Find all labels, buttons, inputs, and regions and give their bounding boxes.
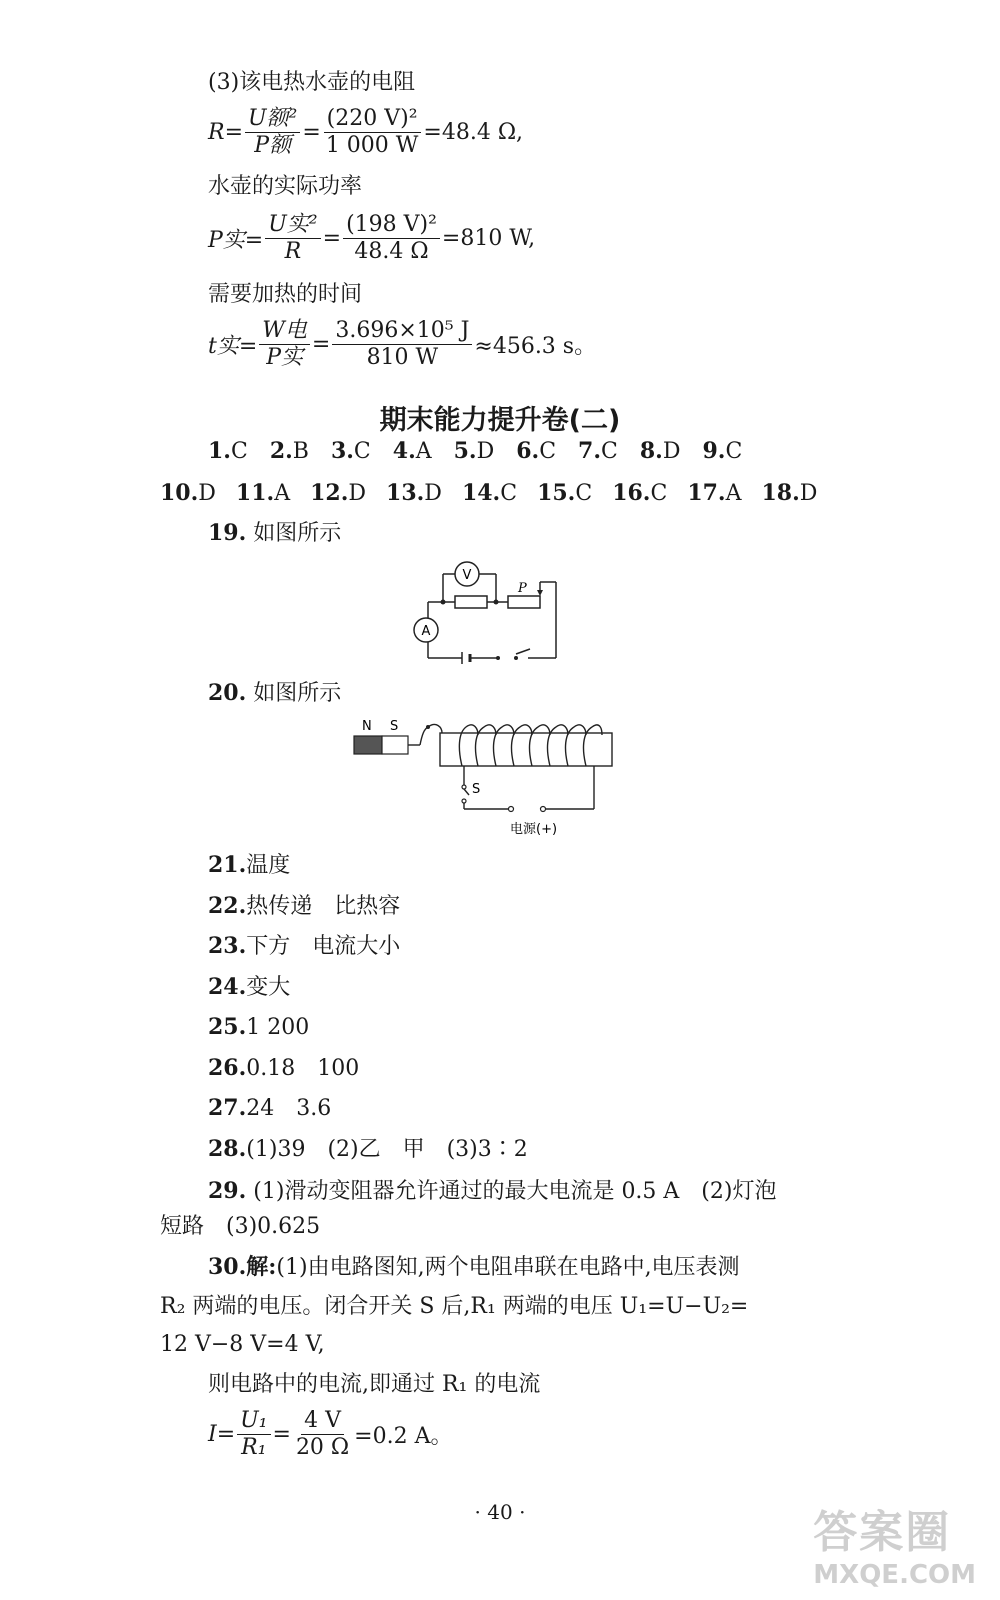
choice-answer bbox=[687, 480, 741, 506]
choice-letter: C bbox=[539, 439, 557, 464]
equation-heating-time bbox=[208, 318, 596, 371]
eq1-rhs: =48.4 Ω, bbox=[423, 120, 524, 145]
choice-number: 5. bbox=[453, 438, 477, 464]
choice-answer bbox=[612, 480, 667, 506]
answer-text: (1)39 (2)乙 甲 (3)3∶2 bbox=[246, 1136, 528, 1162]
eq4-rhs: =0.2 A。 bbox=[354, 1424, 453, 1449]
choice-answer bbox=[270, 438, 309, 464]
answer-number: 21. bbox=[208, 852, 247, 878]
q29-line-1 bbox=[208, 1176, 776, 1207]
choice-letter: D bbox=[424, 481, 442, 506]
choice-number: 13. bbox=[386, 480, 425, 506]
eq3-rhs: ≈456.3 s。 bbox=[474, 334, 597, 359]
choice-answer bbox=[578, 438, 618, 464]
choice-number: 18. bbox=[761, 480, 800, 506]
answer-text: 下方 电流大小 bbox=[246, 934, 401, 959]
eq3-fraction-1 bbox=[259, 318, 310, 371]
answer-line bbox=[208, 1012, 309, 1043]
voltmeter-label: V bbox=[462, 568, 472, 583]
answer-number: 25. bbox=[208, 1014, 247, 1040]
heating-time-label: 需要加热的时间 bbox=[208, 282, 363, 307]
choice-answer bbox=[160, 480, 216, 506]
choice-letter: A bbox=[274, 481, 291, 506]
answer-text: 1 200 bbox=[246, 1015, 310, 1040]
eq3-lhs: t实= bbox=[208, 334, 258, 359]
q29-number: 29. bbox=[208, 1178, 247, 1204]
choice-answer bbox=[640, 438, 681, 464]
answer-number: 28. bbox=[208, 1135, 247, 1162]
choice-answer bbox=[537, 480, 592, 506]
eq1-numerator: U额² bbox=[245, 106, 300, 133]
answer-line bbox=[208, 850, 290, 881]
eq2-equals: = bbox=[322, 226, 342, 251]
choice-number: 9. bbox=[702, 438, 726, 464]
q30-text-1: (1)由电路图知,两个电阻串联在电路中,电压表测 bbox=[276, 1255, 740, 1280]
q19-answer bbox=[208, 518, 341, 549]
eq2-denominator: R bbox=[284, 239, 302, 264]
page-number: · 40 · bbox=[474, 1500, 526, 1524]
choice-letter: C bbox=[353, 439, 371, 464]
choice-letter: C bbox=[725, 439, 743, 464]
q30-line-3: 12 V−8 V=4 V, bbox=[160, 1332, 325, 1357]
eq4-numerator: U₁ bbox=[237, 1408, 270, 1435]
answer-text: 热传递 比热容 bbox=[246, 893, 401, 919]
q20-text: 如图所示 bbox=[253, 681, 342, 706]
section-title: 期末能力提升卷(二) bbox=[379, 405, 621, 436]
power-source-label: 电源(+) bbox=[510, 822, 558, 837]
watermark-bottom: MXQE.COM bbox=[813, 1560, 976, 1590]
eq1-fraction-1 bbox=[245, 106, 300, 159]
choice-number: 4. bbox=[392, 438, 416, 464]
choice-number: 8. bbox=[639, 438, 663, 464]
equation-resistance bbox=[208, 106, 523, 159]
choice-number: 14. bbox=[461, 480, 501, 506]
eq2-numerator: U实² bbox=[265, 212, 320, 239]
choice-answer bbox=[393, 438, 432, 464]
q29-line-2: 短路 (3)0.625 bbox=[160, 1214, 321, 1239]
choice-letter: B bbox=[292, 439, 309, 464]
slider-label: P bbox=[518, 581, 527, 596]
choice-letter: D bbox=[799, 481, 818, 506]
eq3-equals: = bbox=[311, 332, 331, 357]
choice-letter: C bbox=[500, 481, 518, 506]
answer-line bbox=[208, 972, 290, 1003]
choice-letter: D bbox=[476, 439, 495, 464]
eq2-fraction-1 bbox=[265, 212, 320, 265]
eq3-mid-denominator: 810 W bbox=[366, 345, 439, 370]
choice-answer bbox=[386, 480, 442, 506]
q19-number: 19. bbox=[208, 520, 247, 546]
answer-number: 24. bbox=[208, 973, 247, 1000]
choice-answer bbox=[761, 480, 817, 506]
choice-number: 12. bbox=[310, 480, 349, 506]
choice-answer bbox=[516, 438, 556, 464]
choice-answer bbox=[331, 438, 371, 464]
eq4-equals: = bbox=[272, 1422, 291, 1447]
eq4-fraction-2 bbox=[293, 1408, 352, 1461]
answer-line bbox=[208, 891, 400, 922]
magnet-south-pole bbox=[382, 736, 408, 754]
choice-answer bbox=[208, 438, 248, 464]
answer-number: 23. bbox=[208, 933, 247, 959]
answer-line bbox=[208, 931, 400, 962]
eq1-equals: = bbox=[302, 120, 321, 145]
choice-number: 11. bbox=[235, 480, 275, 506]
eq2-fraction-2 bbox=[343, 212, 440, 265]
switch-label: S bbox=[472, 782, 481, 797]
answer-number: 22. bbox=[208, 892, 247, 919]
circuit-diagram-q19 bbox=[400, 560, 570, 670]
watermark-logo bbox=[813, 1496, 976, 1590]
choice-answer bbox=[236, 480, 290, 506]
choice-number: 3. bbox=[330, 438, 354, 464]
north-label: N bbox=[362, 719, 372, 734]
choice-letter: A bbox=[415, 439, 432, 464]
answer-line bbox=[208, 1093, 331, 1124]
eq3-mid-numerator: 3.696×10⁵ J bbox=[332, 318, 472, 345]
answer-number: 27. bbox=[208, 1095, 247, 1121]
eq2-lhs: P实= bbox=[208, 228, 264, 253]
choice-number: 15. bbox=[537, 480, 576, 506]
eq3-fraction-2 bbox=[332, 318, 472, 371]
q30-line-4: 则电路中的电流,即通过 R₁ 的电流 bbox=[208, 1372, 541, 1397]
magnet-north-pole bbox=[354, 736, 382, 754]
choice-letter: D bbox=[662, 439, 681, 464]
q3-resistance-label: (3)该电热水壶的电阻 bbox=[208, 70, 416, 95]
choice-number: 1. bbox=[208, 438, 231, 464]
eq4-fraction-1 bbox=[237, 1408, 270, 1461]
eq1-lhs: R= bbox=[208, 120, 243, 145]
ammeter-label: A bbox=[421, 624, 431, 639]
eq3-denominator: P实 bbox=[266, 345, 303, 370]
eq1-mid-denominator: 1 000 W bbox=[325, 133, 419, 158]
choice-answer bbox=[310, 480, 366, 506]
eq1-mid-numerator: (220 V)² bbox=[324, 106, 421, 133]
choice-number: 7. bbox=[578, 438, 602, 464]
q30-number: 30. bbox=[208, 1254, 247, 1280]
q20-answer bbox=[208, 678, 341, 709]
eq4-denominator: R₁ bbox=[241, 1435, 267, 1460]
choice-letter: C bbox=[575, 481, 593, 506]
choice-number: 16. bbox=[612, 480, 651, 506]
choice-letter: C bbox=[230, 439, 248, 464]
q30-solution-label: 解: bbox=[246, 1254, 277, 1280]
choice-number: 6. bbox=[516, 438, 540, 464]
choice-letter: A bbox=[725, 481, 742, 506]
q30-line-2: R₂ 两端的电压。闭合开关 S 后,R₁ 两端的电压 U₁=U−U₂= bbox=[160, 1294, 749, 1319]
choice-letter: D bbox=[198, 481, 216, 506]
eq1-denominator: P额 bbox=[254, 133, 292, 158]
choice-letter: C bbox=[650, 481, 668, 506]
choice-answers-row-1 bbox=[208, 438, 764, 464]
eq4-mid-numerator: 4 V bbox=[301, 1408, 344, 1435]
eq4-mid-denominator: 20 Ω bbox=[295, 1435, 350, 1460]
choice-answer bbox=[462, 480, 517, 506]
q19-text: 如图所示 bbox=[253, 521, 342, 546]
choice-answer bbox=[454, 438, 495, 464]
answer-text: 温度 bbox=[246, 853, 291, 878]
answer-text: 0.18 100 bbox=[246, 1055, 360, 1081]
answer-line bbox=[208, 1134, 528, 1165]
actual-power-label: 水壶的实际功率 bbox=[208, 174, 363, 199]
q30-line-1 bbox=[208, 1252, 740, 1283]
watermark-top: 答案圈 bbox=[813, 1507, 952, 1558]
eq1-fraction-2 bbox=[323, 106, 422, 159]
eq2-mid-numerator: (198 V)² bbox=[343, 212, 440, 239]
south-label: S bbox=[390, 719, 399, 734]
choice-letter: D bbox=[348, 481, 367, 506]
answer-text: 24 3.6 bbox=[246, 1096, 332, 1121]
choice-answers-row-2 bbox=[160, 480, 837, 506]
choice-letter: C bbox=[601, 439, 618, 464]
eq3-numerator: W电 bbox=[259, 318, 310, 345]
answer-number: 26. bbox=[208, 1054, 247, 1081]
answer-line bbox=[208, 1053, 359, 1084]
q29-text-1: (1)滑动变阻器允许通过的最大电流是 0.5 A (2)灯泡 bbox=[253, 1179, 777, 1204]
eq4-lhs: I= bbox=[208, 1422, 236, 1447]
eq2-mid-denominator: 48.4 Ω bbox=[354, 239, 429, 264]
equation-actual-power bbox=[208, 212, 535, 265]
answer-text: 变大 bbox=[246, 974, 291, 1000]
iron-core bbox=[440, 733, 612, 766]
electromagnet-diagram-q20 bbox=[350, 715, 620, 840]
equation-current bbox=[208, 1408, 452, 1461]
choice-answer bbox=[702, 438, 742, 464]
q20-number: 20. bbox=[208, 680, 247, 706]
eq2-rhs: =810 W, bbox=[441, 226, 536, 251]
choice-number: 10. bbox=[160, 480, 199, 506]
choice-number: 2. bbox=[269, 438, 293, 464]
choice-number: 17. bbox=[687, 480, 726, 506]
